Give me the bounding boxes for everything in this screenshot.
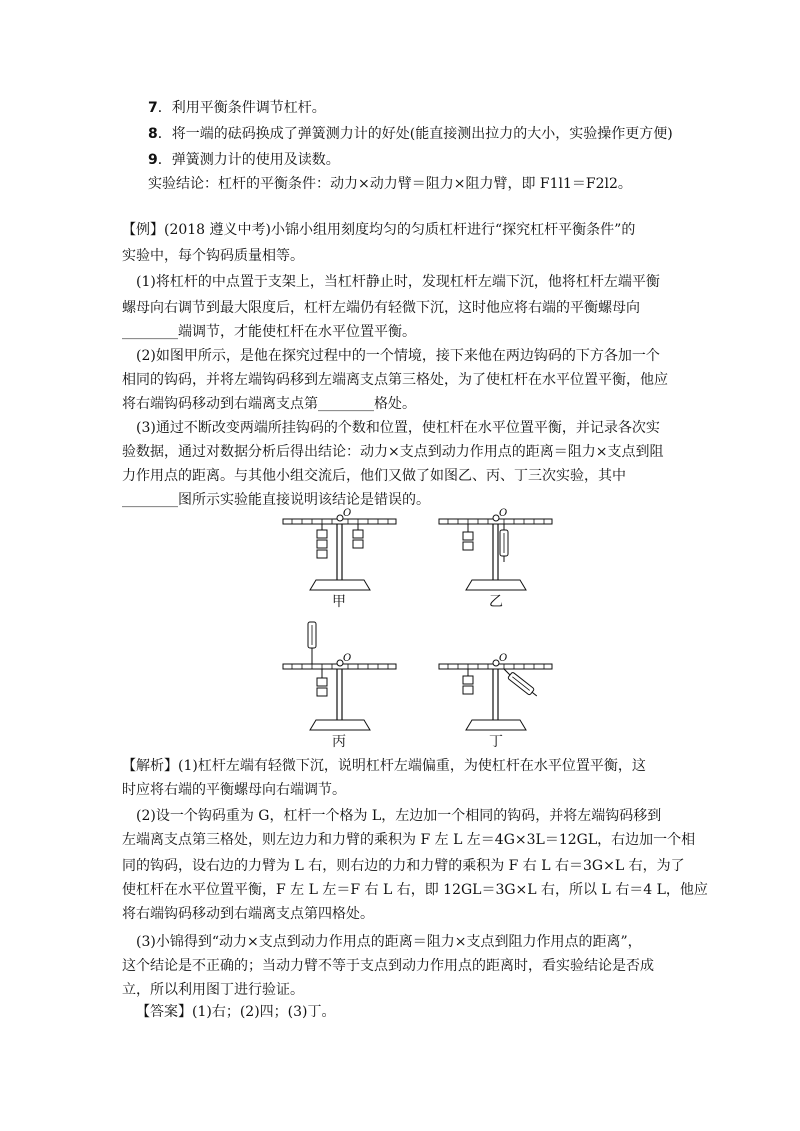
example-line: (2)如图甲所示，是他在探究过程中的一个情境，接下来他在两边钩码的下方各加一个 [136,348,660,364]
pivot-label: O [499,653,508,664]
lever-figure-jia [280,508,400,592]
lever-figure-bing [280,620,400,732]
example-line: 力作用点的距离。与其他小组交流后，他们又做了如图乙、丙、丁三次实验，其中 [122,468,626,484]
pivot-label: O [499,508,508,519]
experiment-conclusion: 实验结论：杠杆的平衡条件：动力×动力臂＝阻力×阻力臂，即 F1l1＝F2l2。 [148,176,632,192]
figure-caption-bing: 丙 [332,734,346,750]
list-item-9: 9．弹簧测力计的使用及读数。 [148,152,340,168]
example-line: 螺母向右调节到最大限度后，杠杆左端仍有轻微下沉，这时他应将右端的平衡螺母向 [122,300,640,316]
analysis-line: 时应将右端的平衡螺母向右端调节。 [122,782,346,798]
lever-figure-yi [436,508,556,592]
figure-caption-jia: 甲 [332,594,346,610]
example-line: 实验中，每个钩码质量相等。 [122,248,304,264]
list-item-7: 7．利用平衡条件调节杠杆。 [148,100,326,116]
example-line: 【例】(2018 遵义中考)小锦小组用刻度均匀的匀质杠杆进行“探究杠杆平衡条件”的 [122,222,636,238]
analysis-line: 同的钩码，设右边的力臂为 L 右，则右边的力和力臂的乘积为 F 右 L 右＝3G×L 右，为了 [122,858,685,874]
pivot-label: O [343,653,352,664]
answer-line: 【答案】(1)右；(2)四；(3)丁。 [136,1004,336,1020]
list-item-8: 8．将一端的砝码换成了弹簧测力计的好处(能直接测出拉力的大小，实验操作更方便) [148,126,673,142]
analysis-line: 立，所以利用图丁进行验证。 [122,982,304,998]
analysis-line: (2)设一个钩码重为 G，杠杆一个格为 L，左边加一个相同的钩码，并将左端钩码移到 [136,808,662,824]
analysis-line: 使杠杆在水平位置平衡，F 左 L 左＝F 右 L 右，即 12GL＝3G×L 右，所以 L 右＝4 L，他应 [122,882,708,898]
analysis-line: 【解析】(1)杠杆左端有轻微下沉，说明杠杆左端偏重，为使杠杆在水平位置平衡，这 [122,758,646,774]
analysis-line: 左端离支点第三格处，则左边力和力臂的乘积为 F 左 L 左＝4G×3L＝12GL，右边加一个相 [122,832,696,848]
example-line: ________端调节，才能使杠杆在水平位置平衡。 [122,324,416,340]
example-line: (1)将杠杆的中点置于支架上，当杠杆静止时，发现杠杆左端下沉，他将杠杆左端平衡 [136,274,660,290]
analysis-line: 将右端钩码移动到右端离支点第四格处。 [122,906,374,922]
example-line: 将右端钩码移动到右端离支点第________格处。 [122,396,416,412]
example-line: 验数据，通过对数据分析后得出结论：动力×支点到动力作用点的距离＝阻力×支点到阻 [122,444,664,460]
example-line: 相同的钩码，并将左端钩码移到左端离支点第三格处，为了使杠杆在水平位置平衡，他应 [122,372,668,388]
pivot-label: O [343,508,352,519]
figure-caption-yi: 乙 [489,594,503,610]
lever-figure-ding [436,652,556,732]
example-line: ________图所示实验能直接说明该结论是错误的。 [122,492,430,508]
example-line: (3)通过不断改变两端所挂钩码的个数和位置，使杠杆在水平位置平衡，并记录各次实 [136,420,660,436]
analysis-line: 这个结论是不正确的；当动力臂不等于支点到动力作用点的距离时，看实验结论是否成 [122,958,654,974]
figure-caption-ding: 丁 [489,734,503,750]
analysis-line: (3)小锦得到“动力×支点到动力作用点的距离＝阻力×支点到阻力作用点的距离”， [136,934,642,950]
